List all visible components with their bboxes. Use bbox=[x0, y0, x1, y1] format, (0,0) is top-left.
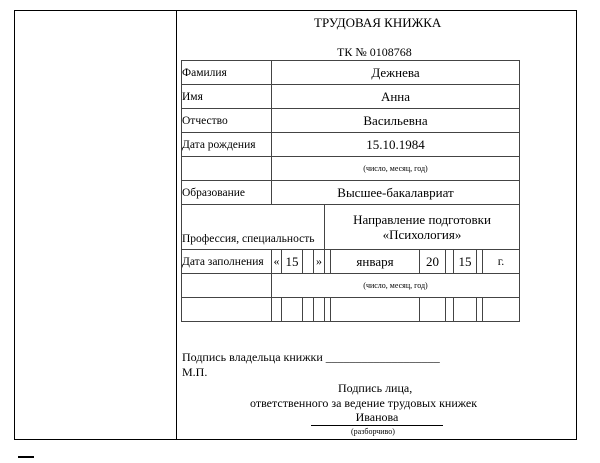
table-row bbox=[182, 85, 520, 109]
close-quote: » bbox=[314, 250, 325, 274]
document-title: ТРУДОВАЯ КНИЖКА bbox=[314, 15, 442, 30]
blank-cell bbox=[314, 298, 325, 322]
blank-cell bbox=[282, 298, 303, 322]
personal-data-table bbox=[181, 60, 520, 322]
table-row bbox=[182, 205, 520, 250]
blank-cell bbox=[483, 298, 520, 322]
responsible-signature-role: ответственного за ведение трудовых книжек bbox=[250, 396, 478, 410]
table-row bbox=[182, 109, 520, 133]
name-value: Анна bbox=[272, 85, 520, 109]
table-row bbox=[182, 274, 520, 298]
table-row bbox=[182, 250, 520, 274]
blank-cell bbox=[420, 298, 446, 322]
profession-label: Профессия, специальность bbox=[182, 205, 325, 250]
blank-cell bbox=[182, 274, 272, 298]
profession-line2: «Психология» bbox=[382, 227, 462, 242]
document-number: ТК № 0108768 bbox=[337, 45, 412, 59]
responsible-name: Иванова bbox=[311, 410, 443, 426]
profession-line1: Направление подготовки bbox=[353, 212, 491, 227]
blank-cell bbox=[303, 298, 314, 322]
table-row bbox=[182, 61, 520, 85]
year-suffix: г. bbox=[483, 250, 520, 274]
surname-label: Фамилия bbox=[182, 61, 272, 85]
century-value: 20 bbox=[420, 250, 446, 274]
patronymic-label: Отчество bbox=[182, 109, 272, 133]
education-label: Образование bbox=[182, 181, 272, 205]
table-row bbox=[182, 133, 520, 157]
month-value: января bbox=[331, 250, 420, 274]
open-quote: « bbox=[272, 250, 282, 274]
fill-note: (число, месяц, год) bbox=[272, 274, 520, 298]
surname-value: Дежнева bbox=[272, 61, 520, 85]
table-row bbox=[182, 298, 520, 322]
education-value: Высшее-бакалавриат bbox=[272, 181, 520, 205]
blank-cell bbox=[272, 298, 282, 322]
dob-label: Дата рождения bbox=[182, 133, 272, 157]
stamp-place: М.П. bbox=[182, 365, 208, 379]
dob-value: 15.10.1984 bbox=[272, 133, 520, 157]
blank-cell bbox=[303, 250, 314, 274]
dob-note: (число, месяц, год) bbox=[272, 157, 520, 181]
column-divider bbox=[176, 10, 177, 440]
blank-cell bbox=[182, 298, 272, 322]
table-row bbox=[182, 157, 520, 181]
owner-signature-line: Подпись владельца книжки ___________________ bbox=[182, 350, 440, 364]
blank-cell bbox=[182, 157, 272, 181]
name-label: Имя bbox=[182, 85, 272, 109]
fill-date-label: Дата заполнения bbox=[182, 250, 272, 274]
blank-cell bbox=[446, 298, 454, 322]
day-value: 15 bbox=[282, 250, 303, 274]
footer-dash bbox=[18, 456, 34, 458]
responsible-signature-label: Подпись лица, bbox=[338, 381, 413, 395]
blank-cell bbox=[446, 250, 454, 274]
patronymic-value: Васильевна bbox=[272, 109, 520, 133]
profession-value bbox=[325, 205, 520, 250]
blank-cell bbox=[454, 298, 477, 322]
blank-cell bbox=[331, 298, 420, 322]
table-row bbox=[182, 181, 520, 205]
legibly-note: (разборчиво) bbox=[351, 427, 395, 436]
year-value: 15 bbox=[454, 250, 477, 274]
